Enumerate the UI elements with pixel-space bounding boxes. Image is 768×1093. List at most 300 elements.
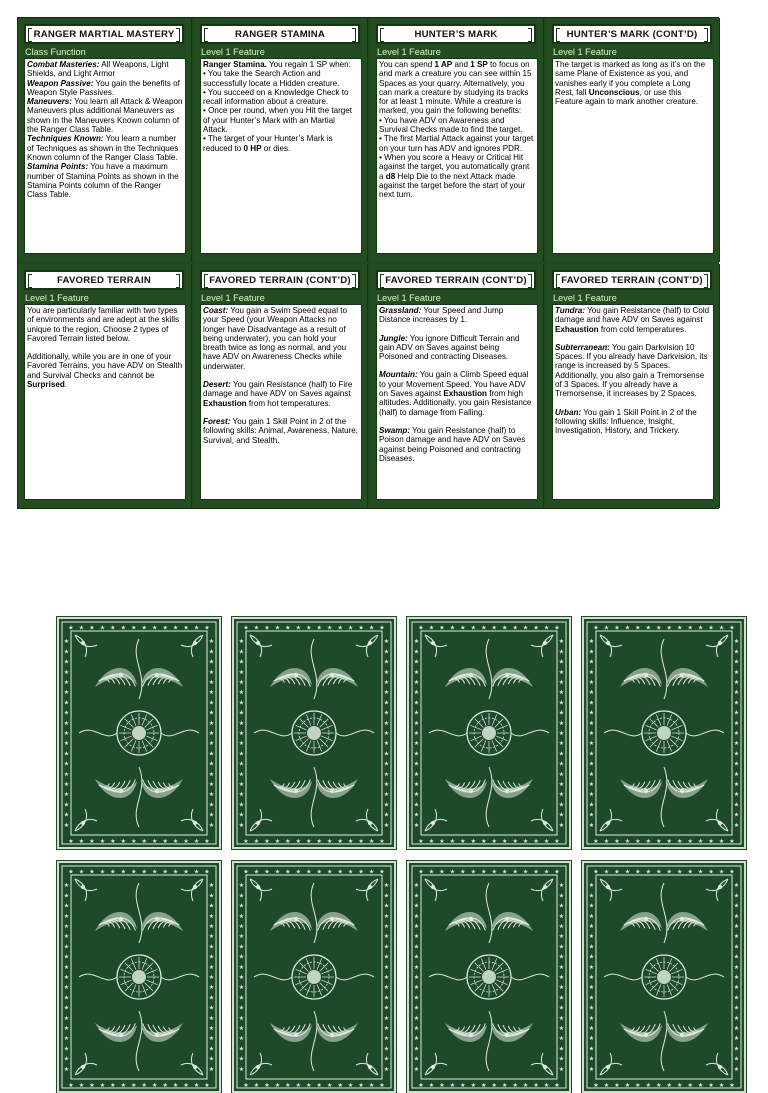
svg-text:★: ★ xyxy=(558,924,565,930)
bullet-item: • The target of your Hunter’s Mark is reduced to xyxy=(203,134,333,153)
svg-text:★: ★ xyxy=(63,649,70,656)
card-back xyxy=(57,617,221,849)
svg-text:★: ★ xyxy=(733,690,740,697)
svg-text:★: ★ xyxy=(428,625,435,632)
svg-text:★: ★ xyxy=(666,839,672,845)
svg-text:★: ★ xyxy=(554,1083,560,1089)
svg-text:★: ★ xyxy=(208,1026,215,1032)
svg-text:★: ★ xyxy=(383,680,390,686)
svg-text:★: ★ xyxy=(63,761,70,768)
card-body xyxy=(200,58,362,254)
body-text: . xyxy=(64,380,68,390)
term-text: You gain a Climb Speed equal to your Movement Speed. You have ADV on Saves against xyxy=(379,370,529,399)
svg-text:★: ★ xyxy=(63,659,70,666)
svg-text:★: ★ xyxy=(63,822,70,829)
svg-text:★: ★ xyxy=(63,975,70,981)
svg-text:★: ★ xyxy=(588,700,595,707)
term-label: Techniques Known: xyxy=(27,134,104,144)
svg-text:★: ★ xyxy=(238,954,245,961)
svg-text:★: ★ xyxy=(238,741,245,748)
svg-text:★: ★ xyxy=(733,1066,740,1073)
term-label: Urban: xyxy=(555,407,582,417)
svg-text:★: ★ xyxy=(306,869,312,876)
svg-text:★: ★ xyxy=(718,839,725,845)
svg-text:★: ★ xyxy=(208,883,215,890)
ornament-pattern xyxy=(584,863,744,1091)
svg-text:★: ★ xyxy=(274,1083,281,1089)
svg-text:★: ★ xyxy=(733,669,740,676)
svg-text:★: ★ xyxy=(733,995,740,1002)
svg-text:★: ★ xyxy=(151,1083,158,1089)
svg-text:★: ★ xyxy=(368,1083,375,1089)
svg-text:★: ★ xyxy=(63,903,70,910)
card-subtitle: Level 1 Feature xyxy=(201,47,265,57)
svg-text:★: ★ xyxy=(131,839,137,845)
svg-text:★: ★ xyxy=(588,680,595,686)
svg-text:★: ★ xyxy=(172,839,179,845)
svg-text:★: ★ xyxy=(558,669,565,676)
svg-text:★: ★ xyxy=(413,731,420,737)
svg-text:★: ★ xyxy=(183,839,189,845)
svg-text:★: ★ xyxy=(243,1083,249,1089)
term-text: You ignore Difficult Terrain and gain ADV on Saves against being Poisoned and contracting Diseases. xyxy=(379,333,520,362)
svg-text:★: ★ xyxy=(635,839,641,845)
svg-text:★: ★ xyxy=(733,680,740,686)
svg-text:★: ★ xyxy=(558,1046,565,1053)
card-body xyxy=(376,58,538,254)
svg-text:★: ★ xyxy=(285,1083,291,1089)
body-text: The target is marked as long as it’s on the same Plane of Existence as you, and vanishes early if you complete a Long Rest, fall xyxy=(555,60,706,97)
svg-text:★: ★ xyxy=(708,1083,714,1089)
svg-text:★: ★ xyxy=(733,639,740,646)
svg-text:★: ★ xyxy=(413,659,420,666)
card-title: FAVORED TERRAIN (CONT’D) xyxy=(552,270,712,290)
term-text: You learn a number of Techniques as shown in the Techniques Known column of the Ranger Class Table. xyxy=(27,134,179,162)
svg-text:★: ★ xyxy=(588,944,595,951)
svg-text:★: ★ xyxy=(558,720,565,727)
svg-text:★: ★ xyxy=(193,839,200,845)
svg-text:★: ★ xyxy=(208,964,215,971)
svg-text:★: ★ xyxy=(238,944,245,951)
bullet-item: • You succeed on a Knowledge Check to recall information about a creature. xyxy=(203,87,349,107)
card-favored-terrain-contd-1 xyxy=(194,264,368,508)
svg-text:★: ★ xyxy=(588,1026,595,1032)
term-text: You gain Resistance (half) to Fire damage and have ADV on Saves against xyxy=(203,380,353,399)
svg-text:★: ★ xyxy=(558,741,565,748)
svg-text:★: ★ xyxy=(208,924,215,930)
body-text: Additionally, while you are in one of your Favored Terrains, you have ADV on Stealth and Survival Checks and cannot be xyxy=(27,352,183,380)
svg-text:★: ★ xyxy=(264,625,270,632)
svg-text:★: ★ xyxy=(656,869,662,876)
svg-text:★: ★ xyxy=(63,812,70,819)
svg-text:★: ★ xyxy=(63,710,70,717)
svg-text:★: ★ xyxy=(603,839,610,845)
svg-text:★: ★ xyxy=(413,822,420,829)
svg-text:★: ★ xyxy=(208,639,215,646)
svg-text:★: ★ xyxy=(588,761,595,768)
svg-text:★: ★ xyxy=(208,782,215,788)
svg-text:★: ★ xyxy=(63,893,70,900)
term-label: Combat Masteries: xyxy=(27,60,100,69)
svg-text:★: ★ xyxy=(89,1083,95,1089)
card-body xyxy=(552,58,714,254)
svg-text:★: ★ xyxy=(306,625,312,632)
svg-text:★: ★ xyxy=(238,913,245,920)
card-hunters-mark xyxy=(370,18,544,262)
svg-text:★: ★ xyxy=(558,1066,565,1073)
svg-text:★: ★ xyxy=(558,954,565,961)
svg-text:★: ★ xyxy=(383,1026,390,1032)
svg-text:★: ★ xyxy=(208,903,215,910)
svg-text:★: ★ xyxy=(603,625,610,632)
svg-text:★: ★ xyxy=(358,1083,364,1089)
svg-text:★: ★ xyxy=(733,751,740,758)
svg-text:★: ★ xyxy=(733,710,740,717)
lead-bold: Ranger Stamina. xyxy=(203,60,267,69)
svg-text:★: ★ xyxy=(383,761,390,768)
svg-text:★: ★ xyxy=(558,822,565,829)
svg-text:★: ★ xyxy=(63,883,70,890)
svg-text:★: ★ xyxy=(383,741,390,748)
svg-text:★: ★ xyxy=(558,639,565,646)
svg-text:★: ★ xyxy=(358,625,364,632)
svg-text:★: ★ xyxy=(253,625,260,632)
term-label: Grassland: xyxy=(379,306,422,315)
svg-text:★: ★ xyxy=(383,639,390,646)
bullet-tail: Help Die to the next Attack made against the target before the start of your next turn. xyxy=(379,171,526,200)
card-sheet xyxy=(17,17,719,509)
svg-text:★: ★ xyxy=(383,1015,390,1022)
svg-text:★: ★ xyxy=(588,1046,595,1053)
svg-text:★: ★ xyxy=(383,934,390,941)
svg-text:★: ★ xyxy=(558,680,565,686)
svg-text:★: ★ xyxy=(543,839,550,845)
svg-text:★: ★ xyxy=(413,639,420,646)
svg-text:★: ★ xyxy=(413,700,420,707)
card-subtitle: Level 1 Feature xyxy=(201,293,265,303)
svg-text:★: ★ xyxy=(501,839,508,845)
svg-text:★: ★ xyxy=(733,1015,740,1022)
svg-text:★: ★ xyxy=(413,1066,420,1073)
svg-text:★: ★ xyxy=(418,1083,424,1089)
svg-text:★: ★ xyxy=(588,1005,595,1012)
svg-text:★: ★ xyxy=(208,659,215,666)
svg-text:★: ★ xyxy=(208,812,215,819)
card-hunters-mark-contd xyxy=(546,18,720,262)
svg-text:★: ★ xyxy=(413,1046,420,1053)
svg-text:★: ★ xyxy=(588,934,595,941)
svg-text:★: ★ xyxy=(379,869,385,876)
svg-text:★: ★ xyxy=(68,1083,74,1089)
svg-text:★: ★ xyxy=(78,1083,85,1089)
svg-text:★: ★ xyxy=(208,985,215,992)
svg-text:★: ★ xyxy=(383,893,390,900)
card-body xyxy=(200,304,362,500)
svg-text:★: ★ xyxy=(733,1046,740,1053)
svg-text:★: ★ xyxy=(512,625,518,632)
svg-text:★: ★ xyxy=(558,913,565,920)
svg-text:★: ★ xyxy=(733,792,740,799)
svg-text:★: ★ xyxy=(645,869,652,876)
intro-text: and xyxy=(452,60,471,69)
svg-text:★: ★ xyxy=(383,1046,390,1053)
svg-text:★: ★ xyxy=(238,761,245,768)
svg-text:★: ★ xyxy=(162,625,168,632)
svg-text:★: ★ xyxy=(558,1015,565,1022)
svg-text:★: ★ xyxy=(635,869,641,876)
svg-text:★: ★ xyxy=(383,782,390,788)
svg-text:★: ★ xyxy=(383,924,390,930)
svg-text:★: ★ xyxy=(718,625,725,632)
svg-text:★: ★ xyxy=(491,839,497,845)
svg-text:★: ★ xyxy=(733,771,740,778)
svg-text:★: ★ xyxy=(733,731,740,737)
svg-text:★: ★ xyxy=(624,625,631,632)
svg-text:★: ★ xyxy=(368,839,375,845)
svg-text:★: ★ xyxy=(151,625,158,632)
svg-text:★: ★ xyxy=(326,839,333,845)
term-label: Tundra: xyxy=(555,306,585,315)
svg-text:★: ★ xyxy=(208,792,215,799)
svg-text:★: ★ xyxy=(238,649,245,656)
svg-text:★: ★ xyxy=(460,839,466,845)
svg-text:★: ★ xyxy=(208,802,215,809)
svg-text:★: ★ xyxy=(558,1056,565,1063)
svg-text:★: ★ xyxy=(383,710,390,717)
svg-text:★: ★ xyxy=(645,1083,652,1089)
svg-text:★: ★ xyxy=(413,944,420,951)
svg-text:★: ★ xyxy=(449,869,456,876)
svg-text:★: ★ xyxy=(285,839,291,845)
svg-text:★: ★ xyxy=(172,1083,179,1089)
term-label: Jungle: xyxy=(379,333,408,343)
svg-text:★: ★ xyxy=(208,1066,215,1073)
svg-text:★: ★ xyxy=(238,639,245,646)
svg-text:★: ★ xyxy=(413,802,420,809)
svg-text:★: ★ xyxy=(666,869,672,876)
svg-text:★: ★ xyxy=(63,792,70,799)
svg-text:★: ★ xyxy=(208,1036,215,1043)
svg-text:★: ★ xyxy=(208,822,215,829)
svg-text:★: ★ xyxy=(718,869,725,876)
svg-text:★: ★ xyxy=(588,792,595,799)
svg-text:★: ★ xyxy=(512,869,518,876)
bullet-item: • When you score a Heavy or Critical Hit against the target, you automatically grant a xyxy=(379,152,530,181)
svg-text:★: ★ xyxy=(543,1083,550,1089)
svg-text:★: ★ xyxy=(208,1005,215,1012)
svg-text:★: ★ xyxy=(68,625,74,632)
svg-text:★: ★ xyxy=(418,869,424,876)
svg-text:★: ★ xyxy=(238,975,245,981)
svg-text:★: ★ xyxy=(733,924,740,930)
term-label: Subterranean: xyxy=(555,342,610,352)
svg-text:★: ★ xyxy=(501,625,508,632)
svg-text:★: ★ xyxy=(208,680,215,686)
svg-text:★: ★ xyxy=(383,792,390,799)
svg-text:★: ★ xyxy=(63,771,70,778)
svg-text:★: ★ xyxy=(238,802,245,809)
svg-text:★: ★ xyxy=(238,1056,245,1063)
svg-text:★: ★ xyxy=(666,625,672,632)
svg-text:★: ★ xyxy=(491,625,497,632)
ornament-pattern xyxy=(59,619,219,847)
svg-text:★: ★ xyxy=(383,669,390,676)
svg-text:★: ★ xyxy=(588,690,595,697)
svg-text:★: ★ xyxy=(413,680,420,686)
svg-text:★: ★ xyxy=(439,625,445,632)
svg-text:★: ★ xyxy=(347,625,354,632)
svg-text:★: ★ xyxy=(63,1036,70,1043)
svg-text:★: ★ xyxy=(368,869,375,876)
svg-text:★: ★ xyxy=(449,839,456,845)
svg-text:★: ★ xyxy=(733,1036,740,1043)
svg-text:★: ★ xyxy=(588,883,595,890)
svg-text:★: ★ xyxy=(501,1083,508,1089)
svg-text:★: ★ xyxy=(558,700,565,707)
svg-text:★: ★ xyxy=(558,934,565,941)
svg-text:★: ★ xyxy=(687,1083,693,1089)
svg-text:★: ★ xyxy=(208,710,215,717)
svg-text:★: ★ xyxy=(238,893,245,900)
svg-text:★: ★ xyxy=(238,1066,245,1073)
svg-text:★: ★ xyxy=(554,839,560,845)
svg-text:★: ★ xyxy=(162,1083,168,1089)
svg-text:★: ★ xyxy=(208,975,215,981)
svg-text:★: ★ xyxy=(238,700,245,707)
svg-text:★: ★ xyxy=(533,1083,539,1089)
svg-text:★: ★ xyxy=(120,839,127,845)
svg-text:★: ★ xyxy=(558,649,565,656)
svg-text:★: ★ xyxy=(326,625,333,632)
body-text: You are particularly familiar with two types of environments and are adept at the skills unique to the region. Choose 2 types of Favored Terrain listed below. xyxy=(27,306,180,343)
svg-text:★: ★ xyxy=(558,771,565,778)
svg-text:★: ★ xyxy=(383,1036,390,1043)
svg-text:★: ★ xyxy=(428,1083,435,1089)
svg-text:★: ★ xyxy=(491,869,497,876)
svg-text:★: ★ xyxy=(383,954,390,961)
svg-text:★: ★ xyxy=(347,1083,354,1089)
term-text: You have a maximum number of Stamina Points as shown in the Stamina Points column of the Ranger Class Table. xyxy=(27,162,179,200)
svg-text:★: ★ xyxy=(588,802,595,809)
svg-text:★: ★ xyxy=(383,883,390,890)
svg-text:★: ★ xyxy=(481,1083,487,1089)
svg-text:★: ★ xyxy=(624,869,631,876)
svg-text:★: ★ xyxy=(208,1046,215,1053)
svg-text:★: ★ xyxy=(238,690,245,697)
svg-text:★: ★ xyxy=(383,985,390,992)
svg-text:★: ★ xyxy=(439,839,445,845)
svg-text:★: ★ xyxy=(131,869,137,876)
svg-text:★: ★ xyxy=(558,995,565,1002)
term-text: All Weapons, Light Shields, and Light Armor xyxy=(27,60,169,79)
svg-text:★: ★ xyxy=(383,964,390,971)
svg-text:★: ★ xyxy=(588,975,595,981)
svg-text:★: ★ xyxy=(208,649,215,656)
svg-text:★: ★ xyxy=(326,1083,333,1089)
svg-text:★: ★ xyxy=(558,812,565,819)
svg-text:★: ★ xyxy=(379,1083,385,1089)
svg-text:★: ★ xyxy=(733,1005,740,1012)
svg-text:★: ★ xyxy=(413,710,420,717)
svg-text:★: ★ xyxy=(588,1036,595,1043)
svg-text:★: ★ xyxy=(295,869,302,876)
svg-text:★: ★ xyxy=(383,771,390,778)
svg-text:★: ★ xyxy=(635,1083,641,1089)
svg-text:★: ★ xyxy=(687,869,693,876)
lead-text: You regain 1 SP when: xyxy=(266,60,351,69)
ornament-pattern xyxy=(234,863,394,1091)
svg-text:★: ★ xyxy=(470,869,477,876)
svg-text:★: ★ xyxy=(238,792,245,799)
svg-text:★: ★ xyxy=(99,625,106,632)
intro-text: You can spend xyxy=(379,60,435,69)
svg-text:★: ★ xyxy=(733,903,740,910)
card-subtitle: Level 1 Feature xyxy=(377,47,441,57)
svg-text:★: ★ xyxy=(558,782,565,788)
bullet-item: • Once per round, when you Hit the target of your Hunter’s Mark with an Martial Attack. xyxy=(203,106,353,135)
svg-text:★: ★ xyxy=(733,954,740,961)
svg-text:★: ★ xyxy=(316,869,322,876)
term-text: You gain Darkvision 10 Spaces. If you already have Darkvision, its range is increased by 5 Spaces. Additionally, you also gain a Tremorsense of 3 Spaces. If you already have a Tremorsense, it increases by 2 Spaces. xyxy=(555,342,708,399)
svg-text:★: ★ xyxy=(413,1036,420,1043)
svg-text:★: ★ xyxy=(208,669,215,676)
svg-text:★: ★ xyxy=(413,761,420,768)
svg-text:★: ★ xyxy=(253,1083,260,1089)
svg-text:★: ★ xyxy=(418,839,424,845)
ornament-pattern xyxy=(59,863,219,1091)
svg-text:★: ★ xyxy=(676,839,683,845)
svg-text:★: ★ xyxy=(460,1083,466,1089)
svg-text:★: ★ xyxy=(558,1005,565,1012)
svg-text:★: ★ xyxy=(588,1015,595,1022)
svg-text:★: ★ xyxy=(238,771,245,778)
svg-text:★: ★ xyxy=(481,625,487,632)
svg-text:★: ★ xyxy=(543,625,550,632)
svg-text:★: ★ xyxy=(208,751,215,758)
term-label: Stamina Points: xyxy=(27,162,89,172)
svg-text:★: ★ xyxy=(449,1083,456,1089)
svg-text:★: ★ xyxy=(63,913,70,920)
svg-text:★: ★ xyxy=(208,700,215,707)
svg-text:★: ★ xyxy=(733,913,740,920)
svg-text:★: ★ xyxy=(558,792,565,799)
svg-text:★: ★ xyxy=(204,869,210,876)
svg-text:★: ★ xyxy=(316,839,322,845)
svg-text:★: ★ xyxy=(588,771,595,778)
svg-text:★: ★ xyxy=(588,720,595,727)
card-back xyxy=(57,861,221,1093)
svg-text:★: ★ xyxy=(264,1083,270,1089)
svg-text:★: ★ xyxy=(588,782,595,788)
svg-text:★: ★ xyxy=(183,1083,189,1089)
svg-text:★: ★ xyxy=(204,625,210,632)
svg-text:★: ★ xyxy=(274,625,281,632)
svg-text:★: ★ xyxy=(413,985,420,992)
svg-text:★: ★ xyxy=(383,1066,390,1073)
svg-text:★: ★ xyxy=(383,995,390,1002)
term-text: from high altitudes. Additionally, you gain Resistance (half) to damage from Falling. xyxy=(379,389,532,417)
svg-text:★: ★ xyxy=(306,839,312,845)
svg-text:★: ★ xyxy=(347,869,354,876)
svg-text:★: ★ xyxy=(63,1015,70,1022)
svg-text:★: ★ xyxy=(697,869,704,876)
svg-text:★: ★ xyxy=(162,839,168,845)
svg-text:★: ★ xyxy=(383,659,390,666)
svg-text:★: ★ xyxy=(733,883,740,890)
svg-text:★: ★ xyxy=(593,839,599,845)
svg-text:★: ★ xyxy=(558,883,565,890)
svg-text:★: ★ xyxy=(306,1083,312,1089)
